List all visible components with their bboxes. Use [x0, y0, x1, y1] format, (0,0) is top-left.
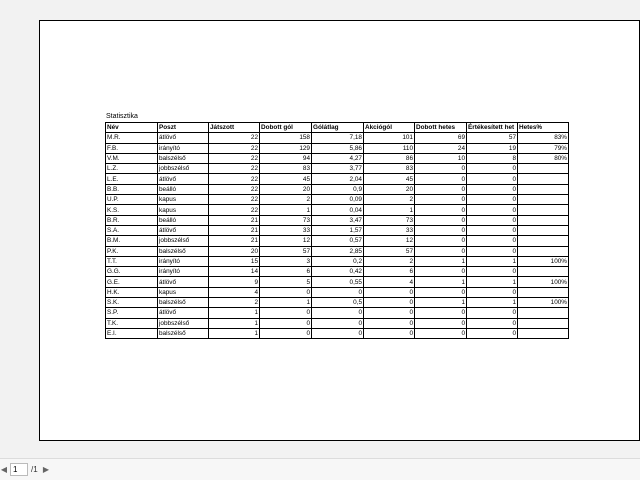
column-header: Dobott hetes — [415, 123, 467, 133]
table-cell: 22 — [209, 205, 260, 215]
table-cell: 22 — [209, 133, 260, 143]
table-cell: 22 — [209, 143, 260, 153]
table-cell — [518, 174, 569, 184]
table-cell: 0 — [415, 246, 467, 256]
column-header: Gólátlag — [312, 123, 364, 133]
table-cell: 100% — [518, 277, 569, 287]
table-cell: 0 — [415, 287, 467, 297]
table-cell: 110 — [364, 143, 415, 153]
table-cell: 33 — [260, 225, 312, 235]
table-cell: 83 — [260, 164, 312, 174]
column-header: Akciógól — [364, 123, 415, 133]
table-cell: 0 — [467, 246, 518, 256]
table-cell: 73 — [364, 215, 415, 225]
table-cell: 2 — [364, 256, 415, 266]
table-cell: 21 — [209, 225, 260, 235]
next-page-icon[interactable]: ▶ — [42, 465, 50, 474]
table-cell: balszélső — [158, 246, 209, 256]
table-cell: 0,57 — [312, 236, 364, 246]
table-cell: 57 — [467, 133, 518, 143]
table-row — [106, 328, 569, 338]
table-cell: 19 — [467, 143, 518, 153]
table-cell: beálló — [158, 184, 209, 194]
table-cell: 20 — [260, 184, 312, 194]
table-cell: átlövő — [158, 277, 209, 287]
table-cell: 1 — [260, 205, 312, 215]
table-cell: 2 — [364, 195, 415, 205]
table-cell: 0,9 — [312, 184, 364, 194]
column-header: Hetes% — [518, 123, 569, 133]
table-cell: kapus — [158, 205, 209, 215]
table-cell: 73 — [260, 215, 312, 225]
table-cell: 5,86 — [312, 143, 364, 153]
table-cell: 1 — [260, 298, 312, 308]
table-cell: 0,55 — [312, 277, 364, 287]
table-cell: 15 — [209, 256, 260, 266]
table-row — [106, 215, 569, 225]
table-cell: 0 — [415, 215, 467, 225]
table-cell: 3,47 — [312, 215, 364, 225]
table-cell: 1 — [364, 205, 415, 215]
table-cell: 24 — [415, 143, 467, 153]
table-cell — [518, 225, 569, 235]
table-cell: jobbszélső — [158, 164, 209, 174]
table-cell: átlövő — [158, 225, 209, 235]
table-cell — [518, 318, 569, 328]
table-cell: P.K. — [106, 246, 158, 256]
table-cell: 0 — [260, 318, 312, 328]
table-cell: E.I. — [106, 328, 158, 338]
table-cell: irányító — [158, 256, 209, 266]
table-cell: 101 — [364, 133, 415, 143]
table-cell: 14 — [209, 267, 260, 277]
table-row — [106, 287, 569, 297]
table-cell: 9 — [209, 277, 260, 287]
table-cell: S.A. — [106, 225, 158, 235]
table-cell: 0,2 — [312, 256, 364, 266]
table-cell: 0 — [364, 318, 415, 328]
table-row — [106, 256, 569, 266]
table-cell: L.Z. — [106, 164, 158, 174]
table-cell: 5 — [260, 277, 312, 287]
table-cell: 2 — [209, 298, 260, 308]
table-cell: 0 — [467, 225, 518, 235]
table-cell: 4 — [364, 277, 415, 287]
table-cell — [518, 205, 569, 215]
table-cell: 1 — [415, 256, 467, 266]
table-cell: 0 — [467, 328, 518, 338]
table-cell: 22 — [209, 153, 260, 163]
table-cell: átlövő — [158, 174, 209, 184]
table-cell: S.P. — [106, 308, 158, 318]
table-cell: 2 — [260, 195, 312, 205]
statistics-table — [105, 122, 569, 339]
table-row — [106, 174, 569, 184]
table-cell: 94 — [260, 153, 312, 163]
table-cell: 1 — [415, 298, 467, 308]
table-row — [106, 236, 569, 246]
table-cell: 57 — [260, 246, 312, 256]
table-row — [106, 164, 569, 174]
table-cell: 0,42 — [312, 267, 364, 277]
table-cell — [518, 236, 569, 246]
table-cell: 45 — [260, 174, 312, 184]
table-cell: 20 — [209, 246, 260, 256]
table-cell: 6 — [260, 267, 312, 277]
pager-bar — [0, 458, 640, 480]
column-header: Név — [106, 123, 158, 133]
table-row — [106, 133, 569, 143]
column-header: Értékesített het — [467, 123, 518, 133]
table-cell: K.S. — [106, 205, 158, 215]
table-cell: 0 — [415, 184, 467, 194]
table-cell: B.M. — [106, 236, 158, 246]
table-cell: 0,04 — [312, 205, 364, 215]
table-cell: T.T. — [106, 256, 158, 266]
table-cell: kapus — [158, 195, 209, 205]
table-cell: 0,5 — [312, 298, 364, 308]
table-cell: 0 — [467, 164, 518, 174]
table-cell: beálló — [158, 215, 209, 225]
table-cell: átlövő — [158, 308, 209, 318]
table-cell: 57 — [364, 246, 415, 256]
table-cell: 8 — [467, 153, 518, 163]
table-cell: 7,18 — [312, 133, 364, 143]
table-cell: 86 — [364, 153, 415, 163]
table-cell: L.E. — [106, 174, 158, 184]
table-cell: 0 — [415, 174, 467, 184]
table-cell: 0 — [364, 328, 415, 338]
table-cell: irányító — [158, 267, 209, 277]
table-cell: 0 — [467, 236, 518, 246]
table-row — [106, 298, 569, 308]
table-cell: irányító — [158, 143, 209, 153]
table-cell: 3 — [260, 256, 312, 266]
table-cell: átlövő — [158, 133, 209, 143]
page-total-label: /1 — [31, 465, 38, 474]
table-cell: 20 — [364, 184, 415, 194]
table-cell: 83 — [364, 164, 415, 174]
table-header-row — [106, 123, 569, 133]
table-cell: 21 — [209, 215, 260, 225]
table-cell: 1 — [415, 277, 467, 287]
table-cell: 129 — [260, 143, 312, 153]
table-cell: 0 — [260, 308, 312, 318]
table-body — [106, 133, 569, 339]
table-row — [106, 153, 569, 163]
table-cell — [518, 164, 569, 174]
sheet-title: Statisztika — [106, 113, 138, 120]
table-cell: 80% — [518, 153, 569, 163]
table-cell: 0 — [312, 308, 364, 318]
table-cell: 0 — [467, 215, 518, 225]
table-cell: M.R. — [106, 133, 158, 143]
table-cell: 100% — [518, 256, 569, 266]
table-cell: 0 — [467, 195, 518, 205]
table-cell: 1 — [209, 328, 260, 338]
table-cell: 0 — [467, 205, 518, 215]
table-cell: 12 — [364, 236, 415, 246]
table-cell: 4,27 — [312, 153, 364, 163]
table-row — [106, 308, 569, 318]
table-cell: F.B. — [106, 143, 158, 153]
table-cell: 0 — [467, 184, 518, 194]
column-header: Játszott — [209, 123, 260, 133]
table-cell: 1 — [467, 298, 518, 308]
table-cell: balszélső — [158, 153, 209, 163]
table-cell: 22 — [209, 164, 260, 174]
table-cell: 4 — [209, 287, 260, 297]
table-cell: 22 — [209, 174, 260, 184]
table-cell: 2,85 — [312, 246, 364, 256]
table-cell: 12 — [260, 236, 312, 246]
table-cell: 1,57 — [312, 225, 364, 235]
table-row — [106, 225, 569, 235]
table-cell: 3,77 — [312, 164, 364, 174]
table-row — [106, 267, 569, 277]
table-cell: 100% — [518, 298, 569, 308]
table-cell — [518, 308, 569, 318]
table-cell: 1 — [209, 318, 260, 328]
table-cell: 22 — [209, 195, 260, 205]
table-cell: H.K. — [106, 287, 158, 297]
table-cell: 0 — [260, 287, 312, 297]
table-cell: 0 — [415, 267, 467, 277]
table-row — [106, 143, 569, 153]
table-cell — [518, 195, 569, 205]
column-header: Poszt — [158, 123, 209, 133]
table-cell: 0 — [415, 328, 467, 338]
table-cell: 158 — [260, 133, 312, 143]
table-cell: B.B. — [106, 184, 158, 194]
table-cell: 0 — [415, 195, 467, 205]
table-cell: 0 — [467, 267, 518, 277]
page-number-input[interactable] — [10, 463, 28, 476]
table-cell: 33 — [364, 225, 415, 235]
table-cell: jobbszélső — [158, 318, 209, 328]
table-cell: 21 — [209, 236, 260, 246]
table-cell: 2,04 — [312, 174, 364, 184]
table-cell: 69 — [415, 133, 467, 143]
table-cell: 0 — [312, 328, 364, 338]
table-cell: 83% — [518, 133, 569, 143]
table-cell: 0,09 — [312, 195, 364, 205]
previous-page-icon[interactable]: ◀ — [0, 465, 8, 474]
table-cell: S.K. — [106, 298, 158, 308]
table-cell: 0 — [364, 308, 415, 318]
table-cell — [518, 287, 569, 297]
table-cell: 0 — [467, 308, 518, 318]
table-cell: 0 — [415, 225, 467, 235]
table-cell: 1 — [467, 256, 518, 266]
table-cell: jobbszélső — [158, 236, 209, 246]
table-cell — [518, 215, 569, 225]
table-cell: T.K. — [106, 318, 158, 328]
table-cell: G.G. — [106, 267, 158, 277]
table-cell — [518, 184, 569, 194]
table-cell: 10 — [415, 153, 467, 163]
table-cell — [518, 246, 569, 256]
table-cell: 45 — [364, 174, 415, 184]
table-cell: 1 — [209, 308, 260, 318]
table-row — [106, 205, 569, 215]
table-cell: balszélső — [158, 328, 209, 338]
table-cell: 0 — [312, 318, 364, 328]
table-row — [106, 195, 569, 205]
table-cell: 79% — [518, 143, 569, 153]
table-cell: 0 — [415, 164, 467, 174]
table-cell: B.R. — [106, 215, 158, 225]
table-cell: balszélső — [158, 298, 209, 308]
table-cell: 0 — [415, 236, 467, 246]
table-cell — [518, 267, 569, 277]
table-cell: 0 — [415, 205, 467, 215]
table-cell: 22 — [209, 184, 260, 194]
table-row — [106, 184, 569, 194]
table-cell: 0 — [312, 287, 364, 297]
column-header: Dobott gól — [260, 123, 312, 133]
table-cell: 0 — [415, 308, 467, 318]
table-cell: G.E. — [106, 277, 158, 287]
table-row — [106, 318, 569, 328]
table-cell: 0 — [260, 328, 312, 338]
table-row — [106, 246, 569, 256]
table-cell — [518, 328, 569, 338]
table-cell: 0 — [467, 318, 518, 328]
table-cell: 0 — [467, 174, 518, 184]
table-row — [106, 277, 569, 287]
table-cell: 0 — [364, 298, 415, 308]
table-cell: kapus — [158, 287, 209, 297]
table-cell: V.M. — [106, 153, 158, 163]
table-cell: 6 — [364, 267, 415, 277]
table-cell: U.P. — [106, 195, 158, 205]
table-cell: 0 — [415, 318, 467, 328]
table-cell: 0 — [467, 287, 518, 297]
table-cell: 1 — [467, 277, 518, 287]
table-cell: 0 — [364, 287, 415, 297]
